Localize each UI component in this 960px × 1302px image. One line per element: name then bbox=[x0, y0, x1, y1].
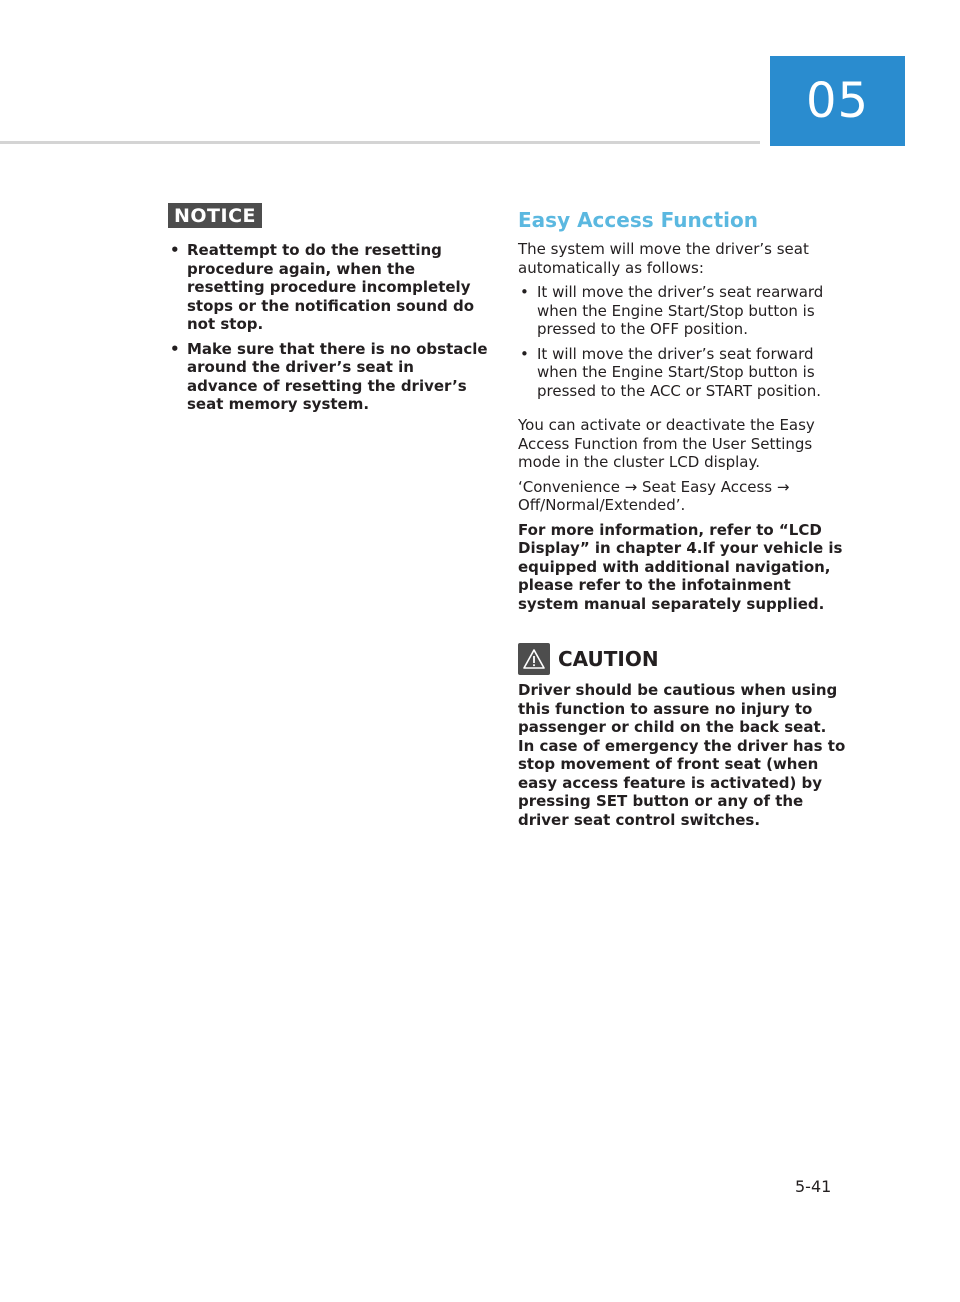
notice-item: • Make sure that there is no obstacle around the driver’s seat in advance of resetting the driver’s seat memory system. bbox=[168, 340, 488, 414]
warning-triangle-icon bbox=[518, 643, 550, 675]
easy-access-item: • It will move the driver’s seat rearward when the Engine Start/Stop button is pressed to the OFF position. bbox=[518, 283, 848, 339]
section-heading: Easy Access Function bbox=[518, 208, 758, 232]
easy-access-list bbox=[518, 283, 848, 400]
header-rule bbox=[0, 141, 760, 144]
caution-text-2: In case of emergency the driver has to stop movement of front seat (when easy access feature is activated) by pressing SET button or any of the driver seat control switches. bbox=[518, 736, 846, 829]
menu-path: ‘Convenience → Seat Easy Access → Off/Normal/Extended’. bbox=[518, 477, 790, 514]
notice-list bbox=[168, 241, 488, 414]
easy-access-section bbox=[518, 206, 848, 829]
notice-section bbox=[168, 203, 488, 420]
caution-header bbox=[518, 643, 848, 675]
caution-text: Driver should be cautious when using this function to assure no injury to passenger or child on the back seat. bbox=[518, 681, 838, 736]
notice-item: • Reattempt to do the resetting procedure again, when the resetting procedure incompletely stops or the notification sound do not stop. bbox=[168, 241, 488, 334]
more-info-text: For more information, refer to “LCD Display” in chapter 4.If your vehicle is equipped with additional navigation, please refer to the infotainment system manual separately supplied. bbox=[518, 520, 843, 613]
chapter-number: 05 bbox=[805, 73, 870, 129]
notice-badge: NOTICE bbox=[168, 203, 262, 228]
page-number: 5-41 bbox=[795, 1177, 832, 1196]
easy-access-item: • It will move the driver’s seat forward when the Engine Start/Stop button is pressed to the ACC or START position. bbox=[518, 345, 848, 401]
intro-text: The system will move the driver’s seat automatically as follows: bbox=[518, 240, 809, 277]
chapter-tab bbox=[770, 56, 905, 146]
activate-text: You can activate or deactivate the Easy Access Function from the User Settings mode in the cluster LCD display. bbox=[518, 416, 815, 471]
caution-title: CAUTION bbox=[558, 647, 659, 671]
